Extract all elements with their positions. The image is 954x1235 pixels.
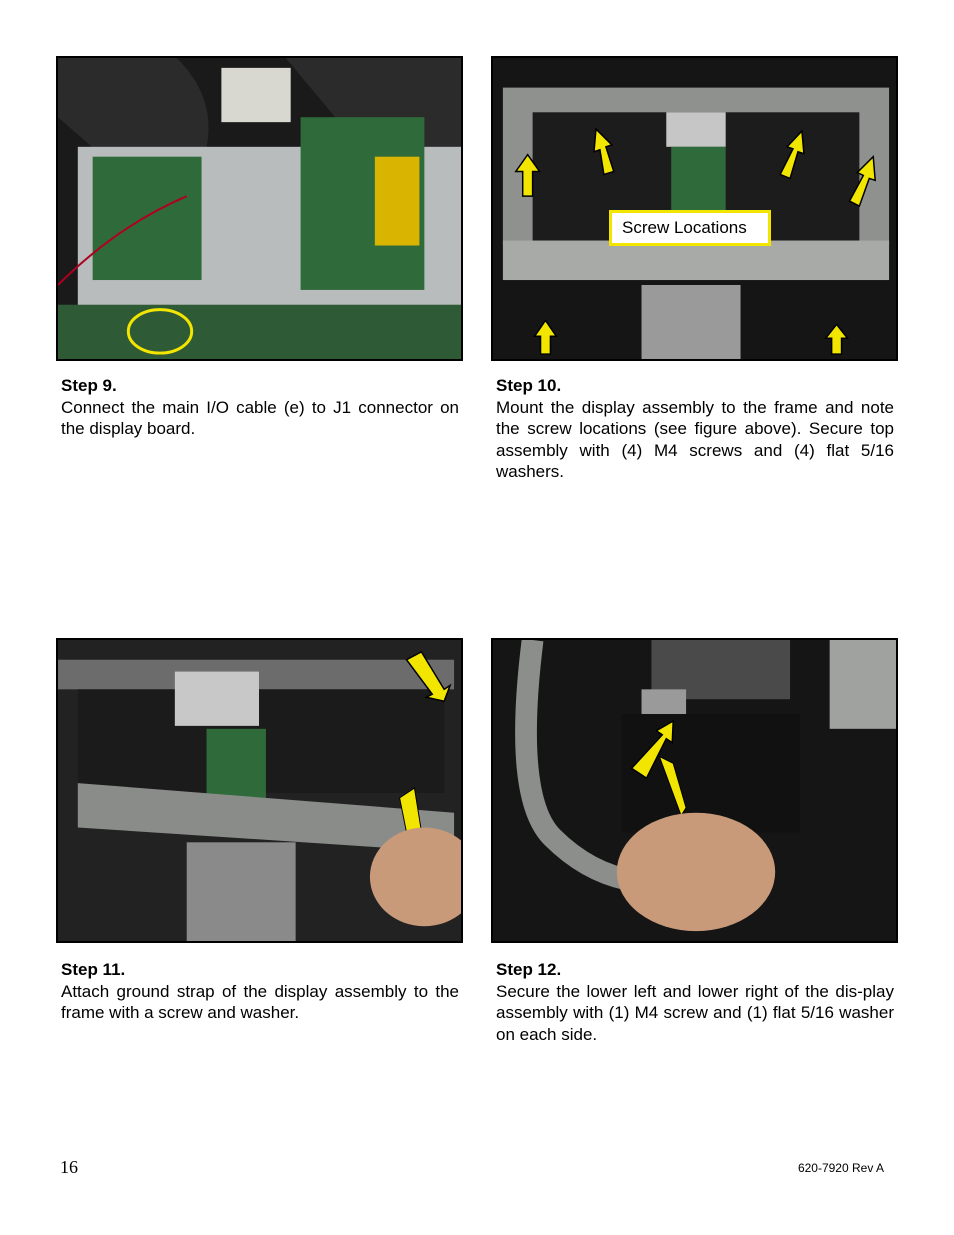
step-11-title: Step 11. bbox=[61, 960, 126, 979]
step-9-title: Step 9. bbox=[61, 376, 117, 395]
step9-photo bbox=[56, 56, 463, 361]
step-9 bbox=[61, 375, 459, 440]
step-10-title: Step 10. bbox=[496, 376, 562, 395]
step-12-body: Secure the lower left and lower right of the dis-play assembly with (1) M4 screw and (1) flat 5/16 washer on each side. bbox=[496, 981, 894, 1044]
step-12 bbox=[496, 959, 894, 1045]
step-11-body: Attach ground strap of the display assembly to the frame with a screw and washer. bbox=[61, 981, 459, 1022]
step10-photo bbox=[491, 56, 898, 361]
step12-photo bbox=[491, 638, 898, 943]
step-11 bbox=[61, 959, 459, 1024]
step-10 bbox=[496, 375, 894, 483]
step-9-body: Connect the main I/O cable (e) to J1 connector on the display board. bbox=[61, 397, 459, 438]
step11-photo bbox=[56, 638, 463, 943]
screw-locations-callout: Screw Locations bbox=[609, 210, 771, 246]
step-10-body: Mount the display assembly to the frame and note the screw locations (see figure above). Secure top assembly with (4) M4 screws and (4) flat 5/16 washers. bbox=[496, 397, 894, 481]
step-12-title: Step 12. bbox=[496, 960, 562, 979]
page-number: 16 bbox=[60, 1157, 78, 1177]
document-code: 620-7920 Rev A bbox=[797, 1161, 884, 1175]
